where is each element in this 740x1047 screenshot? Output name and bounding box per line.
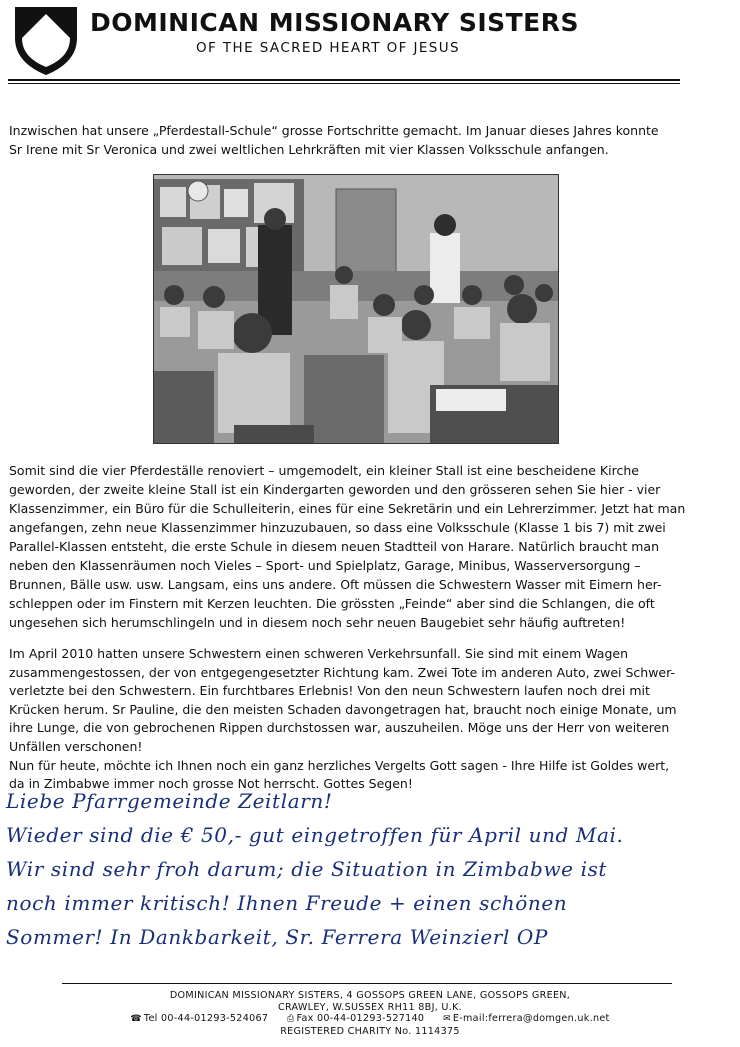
email-icon: ✉ [443, 1014, 451, 1024]
classroom-photo [153, 174, 559, 444]
footer-email[interactable]: E-mail:ferrera@domgen.uk.net [452, 1013, 610, 1024]
telephone-icon: ☎ [130, 1014, 142, 1024]
handwritten-line: noch immer kritisch! Ihnen Freude + einen schönen [6, 891, 568, 915]
header-divider-thin [8, 83, 680, 84]
org-title: DOMINICAN MISSIONARY SISTERS [90, 8, 580, 37]
school-paragraph: Somit sind die vier Pferdeställe renoviert – umgemodelt, ein kleiner Stall ist eine bescheidene Kirche geworden, der zweite kleine Stall ist ein Kindergarten geworden und den grösseren sehen Sie hier - vier Klassenzimmer, ein Büro für die Schulleiterin, eines für eine Sekretärin und ein Lehrerzimmer. Jetzt hat man angefangen, zehn neue Klassenzimmer hinzuzubauen, so dass eine Volksschule (Klasse 1 bis 7) mit zwei Parallel-Klassen entsteht, die erste Schule in diesem neuen Stadtteil von Harare. Natürlich braucht man neben den Klassenräumen noch Vieles – Sport- und Spielplatz, Garage, Minibus, Wasserversorgung – Brunnen, Bälle usw. usw. Langsam, eins uns andere. Oft müssen die Schwestern Wasser mit Eimern her- schleppen oder im Finstern mit Kerzen leuchten. Die grössten „Feinde“ aber sind die Schlangen, die oft ungesehen sich herumschlingeln und in diesem noch sehr neuen Baugebiet sehr häufig auftreten! [9, 463, 686, 630]
shield-logo-icon [12, 4, 80, 76]
footer-divider [62, 983, 672, 984]
footer-charity: REGISTERED CHARITY No. 1114375 [280, 1025, 460, 1037]
footer-address-line1: DOMINICAN MISSIONARY SISTERS, 4 GOSSOPS GREEN LANE, GOSSOPS GREEN, [169, 990, 571, 1001]
footer-address-line2: CRAWLEY, W.SUSSEX RH11 8BJ, U.K. [277, 1001, 463, 1013]
header-divider [8, 79, 680, 81]
footer-tel: Tel 00-44-01293-524067 [143, 1013, 269, 1024]
handwritten-line: Liebe Pfarrgemeinde Zeitlarn! [6, 789, 333, 813]
handwritten-signature-line: Sommer! In Dankbarkeit, Sr. Ferrera Weinzierl OP [6, 925, 548, 949]
footer [0, 990, 740, 1037]
org-subtitle: OF THE SACRED HEART OF JESUS [196, 40, 461, 56]
handwritten-note [6, 784, 736, 954]
accident-paragraph: Im April 2010 hatten unsere Schwestern einen schweren Verkehrsunfall. Sie sind mit einem Wagen zusammengestossen, der von entgegengesetzter Richtung kam. Zwei Tote im anderen Auto, zwei Schwer- verletzte bei den Schwestern. Ein furchtbares Erlebnis! Von den neun Schwestern laufen noch drei mit Krücken herum. Sr Pauline, die den meisten Schaden davongetragen hat, braucht noch einige Monate, um ihre Lunge, die von gebrochenen Rippen durchstossen war, auszuheilen. Möge uns der Herr von weiteren Unfällen verschonen! Nun für heute, möchte ich Ihnen noch ein ganz herzliches Vergelts Gott sagen - Ihre Hilfe ist Goldes wert, da in Zimbabwe immer noch grosse Not herrscht. Gottes Segen! [9, 646, 677, 792]
footer-fax: Fax 00-44-01293-527140 [296, 1013, 425, 1024]
footer-contact-line [0, 1013, 740, 1026]
intro-paragraph: Inzwischen hat unsere „Pferdestall-Schule“ grosse Fortschritte gemacht. Im Januar dieses Jahres konnte Sr Irene mit Sr Veronica und zwei weltlichen Lehrkräften mit vier Klassen Volksschule anfangen. [9, 123, 659, 157]
handwritten-line: Wir sind sehr froh darum; die Situation in Zimbabwe ist [6, 857, 608, 881]
fax-icon: ⎙ [287, 1014, 295, 1024]
handwritten-line: Wieder sind die € 50,- gut eingetroffen für April und Mai. [6, 823, 624, 847]
